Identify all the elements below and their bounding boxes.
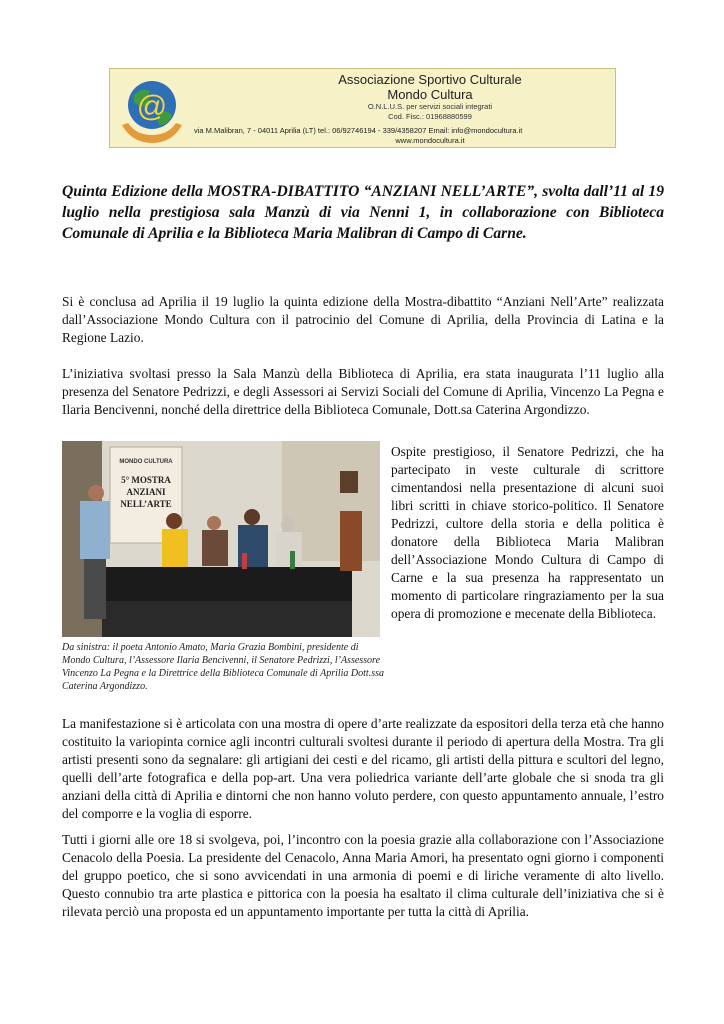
org-address: via M.Malibran, 7 - 04011 Aprilia (LT) tel.: 06/92746194 - 339/4358207 Email: info@mondocultura.it	[194, 126, 523, 135]
fiscal-code: Cod. Fisc.: 01968880599	[388, 112, 472, 121]
org-name-line1: Associazione Sportivo Culturale	[338, 72, 522, 87]
org-subtitle: O.N.L.U.S. per servizi sociali integrati	[367, 102, 493, 111]
org-details	[300, 102, 560, 122]
org-website: www.mondocultura.it	[395, 136, 465, 145]
article-headline: Quinta Edizione della MOSTRA-DIBATTITO “ANZIANI NELL’ARTE”, svolta dall’11 al 19 luglio nella prestigiosa sala Manzù di via Nenni 1, in collaborazione con Biblioteca Comunale di Aprilia e la Biblioteca Maria Malibran di Campo di Carne.	[62, 183, 664, 242]
paragraph-3: La manifestazione si è articolata con una mostra di opere d’arte realizzate da espositori della terza età che hanno costituito la variopinta cornice agli incontri culturali svoltesi durante il periodo di apertura della Mostra. Tra gli artisti presenti sono da segnalare: gli artigiani dei cesti e del ricamo, gli artisti della pittura e scultori del legno, quelli dell’arte fotografica e della pop-art. Una vera poliedrica variante dell’arte globale che si snoda tra gli anziani della città di Aprilia e dintorni che non hanno voluto perdere, con questo appuntamento annuale, l’estro del comporre e la voglia di esporre.	[62, 716, 664, 821]
photo-caption: Da sinistra: il poeta Antonio Amato, Maria Grazia Bombini, presidente di Mondo Cultura, l’Assessore Ilaria Bencivenni, il Senatore Pedrizzi, l’Assessore Vincenzo La Pegna e la Direttrice della Biblioteca Comunale di Aprilia Dott.ssa Caterina Argondizzo.	[62, 642, 384, 692]
event-photo-illustration	[62, 441, 380, 637]
paragraph-2: L’iniziativa svoltasi presso la Sala Manzù della Biblioteca di Aprilia, era stata inaugurata l’11 luglio alla presenza del Senatore Pedrizzi, e degli Assessori ai Servizi Sociali del Comune di Aprilia, Vincenzo La Pegna e Ilaria Bencivenni, nonché della direttrice della Biblioteca Comunale, Dott.sa Caterina Argondizzo.	[62, 366, 664, 417]
globe-at-logo-icon	[116, 73, 188, 145]
poster-line3: ANZIANI	[126, 487, 166, 497]
paragraph-1: Si è conclusa ad Aprilia il 19 luglio la quinta edizione della Mostra-dibattito “Anziani Nell’Arte” realizzata dall’Associazione Mondo Cultura con il patrocinio del Comune di Aprilia, della Provincia di Latina e la Regione Lazio.	[62, 294, 664, 345]
logo-symbol: @	[136, 90, 168, 123]
poster-line1: MONDO CULTURA	[119, 459, 173, 465]
poster-line2: 5° MOSTRA	[121, 475, 171, 485]
event-photo	[62, 441, 380, 637]
header-banner	[109, 68, 616, 148]
org-name	[300, 72, 560, 102]
side-paragraph: Ospite prestigioso, il Senatore Pedrizzi, che ha partecipato in veste culturale di scrittore cimentandosi nella presentazione di alcuni suoi libri scritti in chiave storico-politico. Il Senatore Pedrizzi, cultore della storia e della politica è donatore della Biblioteca Maria Malibran dell’Associazione Mondo Cultura di Campo di Carne e la sua presenza ha rappresentato un momento di particolare ringraziamento per la sua opera di promozione e mecenate della Biblioteca.	[391, 444, 664, 621]
paragraph-4: Tutti i giorni alle ore 18 si svolgeva, poi, l’incontro con la poesia grazie alla collaborazione con l’Associazione Cenacolo della Poesia. La presidente del Cenacolo, Anna Maria Amori, ha presentato ogni giorno i componenti del gruppo poetico, che si sono avvicendati in una armonia di poemi e di liriche veramente di alto livello. Questo connubio tra arte plastica e pittorica con la poesia ha esaltato il clima culturale dell’iniziativa che si è rilevata perciò una proposta ed un appuntamento importante per tutta la città di Aprilia.	[62, 832, 664, 919]
org-name-line2: Mondo Cultura	[387, 87, 473, 102]
poster-line4: NELL’ARTE	[120, 499, 172, 509]
